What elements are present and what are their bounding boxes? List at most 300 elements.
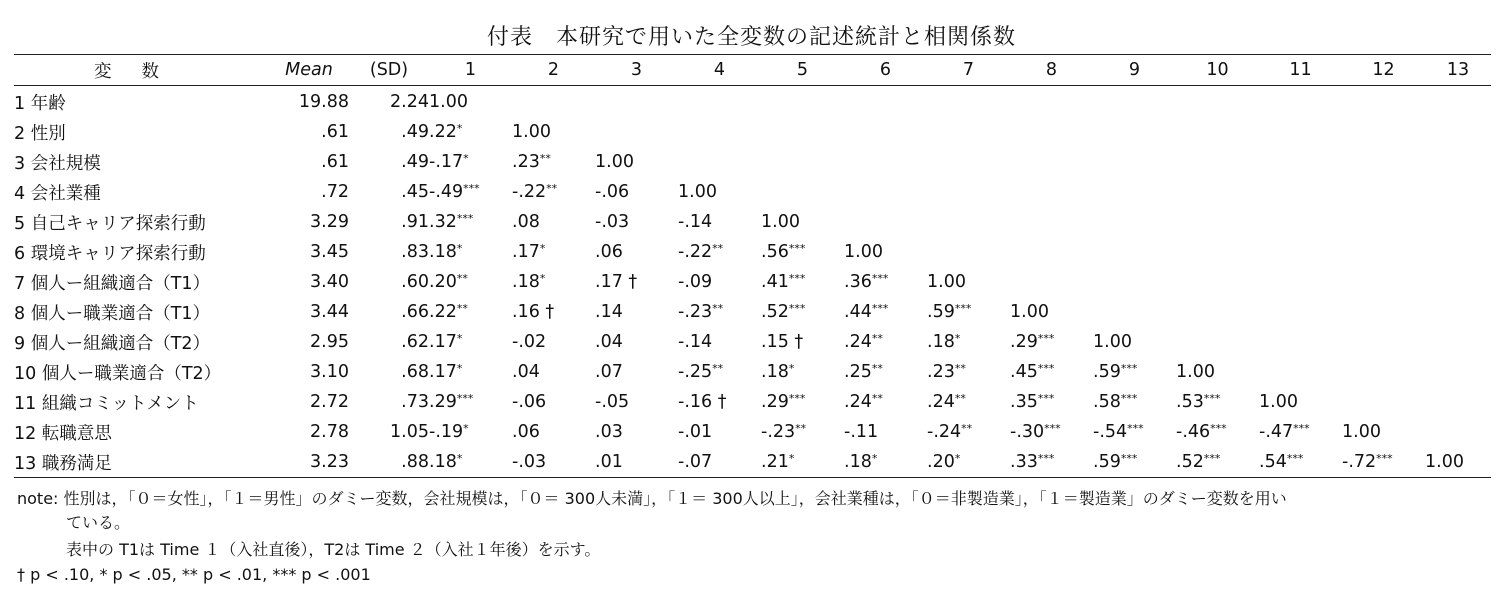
correlation-cell xyxy=(927,417,1010,447)
table-row xyxy=(14,207,1491,237)
correlation-cell xyxy=(927,297,1010,327)
mean-value: 2.72 xyxy=(310,392,349,412)
header-col: 5 xyxy=(796,60,809,80)
correlation-value: -.49 xyxy=(429,182,464,202)
correlation-cell xyxy=(1010,387,1093,417)
correlation-cell xyxy=(1010,177,1093,207)
correlation-cell xyxy=(1342,417,1425,447)
correlation-cell xyxy=(1425,177,1491,207)
correlation-cell xyxy=(1176,267,1259,297)
correlation-cell xyxy=(595,147,678,177)
correlation-value: -.16 † xyxy=(678,392,727,412)
significance-stars: * xyxy=(456,122,463,135)
correlation-value: .18 xyxy=(844,452,872,472)
correlation-cell xyxy=(678,327,761,357)
significance-stars: * xyxy=(539,272,546,285)
sd-value: .62 xyxy=(401,332,429,352)
correlation-cell xyxy=(844,417,927,447)
significance-stars: * xyxy=(456,362,463,375)
correlation-cell xyxy=(844,237,927,267)
significance-stars: *** xyxy=(871,302,889,315)
correlation-cell xyxy=(1259,117,1342,147)
variable-label: 7 個人ー組織適合（T1） xyxy=(14,273,211,294)
variable-label: 10 個人ー職業適合（T2） xyxy=(14,363,222,384)
correlation-value: .53 xyxy=(1176,392,1204,412)
correlation-cell xyxy=(1259,327,1342,357)
correlation-cell xyxy=(1010,207,1093,237)
correlation-cell xyxy=(429,147,512,177)
table-row xyxy=(14,387,1491,417)
significance-stars: *** xyxy=(788,272,806,285)
variable-label: 13 職務満足 xyxy=(14,453,112,474)
correlation-cell xyxy=(1425,297,1491,327)
header-col: 13 xyxy=(1446,60,1470,80)
correlation-cell xyxy=(1093,297,1176,327)
correlation-cell xyxy=(1425,207,1491,237)
header-col: 4 xyxy=(713,60,726,80)
correlation-value: .44 xyxy=(844,302,872,322)
correlation-cell xyxy=(1093,447,1176,478)
correlation-value: .52 xyxy=(761,302,789,322)
correlation-value: .04 xyxy=(595,332,623,352)
correlation-value: -.14 xyxy=(678,332,713,352)
correlation-value: -.23 xyxy=(761,422,796,442)
correlation-cell xyxy=(1176,147,1259,177)
significance-stars: ** xyxy=(961,422,973,435)
correlation-cell xyxy=(595,237,678,267)
correlation-value: -.17 xyxy=(429,152,464,172)
correlation-cell xyxy=(927,387,1010,417)
correlation-value: -.22 xyxy=(678,242,713,262)
correlation-value: .22 xyxy=(429,302,457,322)
correlation-cell xyxy=(1176,117,1259,147)
variable-label: 3 会社規模 xyxy=(14,153,101,174)
mean-value: .61 xyxy=(321,122,349,142)
correlation-cell xyxy=(595,207,678,237)
correlation-cell xyxy=(1259,267,1342,297)
correlation-value: 1.00 xyxy=(927,272,966,292)
correlation-cell xyxy=(1425,417,1491,447)
correlation-cell xyxy=(927,177,1010,207)
correlation-value: -.09 xyxy=(678,272,713,292)
significance-stars: * xyxy=(456,332,463,345)
correlation-table xyxy=(14,54,1491,478)
correlation-cell xyxy=(1093,147,1176,177)
correlation-cell xyxy=(595,177,678,207)
correlation-cell xyxy=(1425,267,1491,297)
significance-stars: ** xyxy=(871,362,883,375)
significance-stars: *** xyxy=(1293,422,1310,435)
correlation-value: -.72 xyxy=(1342,452,1377,472)
note-line-2: ている。 xyxy=(66,513,131,532)
significance-stars: *** xyxy=(871,272,889,285)
correlation-value: .18 xyxy=(927,332,955,352)
significance-stars: *** xyxy=(1037,452,1055,465)
correlation-cell xyxy=(512,447,595,478)
correlation-cell xyxy=(1259,147,1342,177)
header-col: 2 xyxy=(547,60,560,80)
correlation-cell xyxy=(429,417,512,447)
variable-label: 6 環境キャリア探索行動 xyxy=(14,243,206,264)
correlation-value: -.03 xyxy=(595,212,630,232)
correlation-cell xyxy=(512,387,595,417)
significance-stars: *** xyxy=(1203,452,1221,465)
sd-value: .45 xyxy=(401,182,429,202)
mean-value: 3.44 xyxy=(310,302,349,322)
correlation-cell xyxy=(595,447,678,478)
correlation-cell xyxy=(1093,117,1176,147)
correlation-cell xyxy=(512,357,595,387)
correlation-cell xyxy=(1010,147,1093,177)
correlation-cell xyxy=(1010,117,1093,147)
correlation-value: -.02 xyxy=(512,332,547,352)
sd-value: .66 xyxy=(401,302,429,322)
correlation-cell xyxy=(678,147,761,177)
correlation-value: 1.00 xyxy=(1010,302,1049,322)
correlation-value: .52 xyxy=(1176,452,1204,472)
header-col: 9 xyxy=(1128,60,1141,80)
correlation-cell xyxy=(844,387,927,417)
note-line-1: note: 性別は，「０＝女性」，「１＝男性」のダミー変数，会社規模は，「０＝ 300人未満」，「１＝ 300人以上」，会社業種は，「０＝非製造業」，「１＝製造業」のダミー変数を用い xyxy=(17,489,1287,508)
correlation-value: .18 xyxy=(761,362,789,382)
correlation-cell xyxy=(844,297,927,327)
table-row xyxy=(14,357,1491,387)
correlation-cell xyxy=(1425,447,1491,478)
correlation-cell xyxy=(1425,86,1491,118)
table-row xyxy=(14,417,1491,447)
correlation-value: -.11 xyxy=(844,422,879,442)
correlation-cell xyxy=(1010,327,1093,357)
correlation-cell xyxy=(512,117,595,147)
correlation-cell xyxy=(1010,447,1093,478)
correlation-cell xyxy=(678,357,761,387)
sd-value: .60 xyxy=(401,272,429,292)
correlation-cell xyxy=(1259,387,1342,417)
table-body xyxy=(14,86,1491,478)
significance-stars: *** xyxy=(1203,392,1221,405)
correlation-value: 1.00 xyxy=(429,92,468,112)
correlation-cell xyxy=(429,117,512,147)
significance-stars: * xyxy=(456,452,463,465)
correlation-cell xyxy=(595,117,678,147)
significance-stars: *** xyxy=(788,392,806,405)
correlation-cell xyxy=(1010,417,1093,447)
correlation-cell xyxy=(1342,177,1425,207)
correlation-cell xyxy=(1425,387,1491,417)
correlation-cell xyxy=(429,447,512,478)
mean-value: 3.10 xyxy=(310,362,349,382)
correlation-cell xyxy=(429,297,512,327)
correlation-cell xyxy=(1093,387,1176,417)
correlation-cell xyxy=(678,207,761,237)
correlation-cell xyxy=(844,147,927,177)
correlation-cell xyxy=(761,417,844,447)
correlation-cell xyxy=(1093,327,1176,357)
correlation-cell xyxy=(844,327,927,357)
table-row xyxy=(14,267,1491,297)
correlation-cell xyxy=(1093,357,1176,387)
mean-value: 3.45 xyxy=(310,242,349,262)
correlation-value: .18 xyxy=(429,452,457,472)
variable-label: 5 自己キャリア探索行動 xyxy=(14,213,206,234)
header-row xyxy=(14,55,1491,86)
correlation-cell xyxy=(429,327,512,357)
correlation-value: .23 xyxy=(512,152,540,172)
correlation-cell xyxy=(1342,357,1425,387)
correlation-value: .21 xyxy=(761,452,789,472)
correlation-cell xyxy=(512,267,595,297)
significance-stars: ** xyxy=(539,152,551,165)
correlation-cell xyxy=(512,297,595,327)
variable-label: 1 年齢 xyxy=(14,93,66,114)
correlation-value: .32 xyxy=(429,212,457,232)
significance-stars: * xyxy=(954,332,961,345)
mean-value: 3.23 xyxy=(310,452,349,472)
correlation-value: 1.00 xyxy=(1425,452,1464,472)
correlation-cell xyxy=(429,177,512,207)
table-row xyxy=(14,447,1491,478)
variable-label: 12 転職意思 xyxy=(14,423,112,444)
significance-stars: *** xyxy=(1376,452,1393,465)
significance-stars: * xyxy=(788,362,795,375)
correlation-value: .16 † xyxy=(512,302,555,322)
correlation-cell xyxy=(429,207,512,237)
correlation-cell xyxy=(512,327,595,357)
correlation-cell xyxy=(512,86,595,118)
correlation-value: .04 xyxy=(512,362,540,382)
correlation-cell xyxy=(512,207,595,237)
correlation-cell xyxy=(1425,117,1491,147)
sd-value: .68 xyxy=(401,362,429,382)
correlation-value: -.25 xyxy=(678,362,713,382)
correlation-cell xyxy=(678,447,761,478)
table-row xyxy=(14,327,1491,357)
correlation-value: 1.00 xyxy=(512,122,551,142)
correlation-cell xyxy=(1342,147,1425,177)
correlation-cell xyxy=(1259,297,1342,327)
correlation-cell xyxy=(844,267,927,297)
significance-stars: *** xyxy=(954,302,972,315)
correlation-value: .41 xyxy=(761,272,789,292)
significance-stars: ** xyxy=(456,272,468,285)
correlation-cell xyxy=(1342,86,1425,118)
correlation-value: -.19 xyxy=(429,422,464,442)
correlation-cell xyxy=(761,207,844,237)
correlation-cell xyxy=(1093,417,1176,447)
variable-label: 8 個人ー職業適合（T1） xyxy=(14,303,211,324)
correlation-cell xyxy=(1093,177,1176,207)
correlation-cell xyxy=(1176,447,1259,478)
note-significance-legend: † p < .10, * p < .05, ** p < .01, *** p < .001 xyxy=(17,565,371,584)
correlation-cell xyxy=(595,327,678,357)
significance-stars: *** xyxy=(1210,422,1227,435)
correlation-cell xyxy=(1259,357,1342,387)
correlation-value: .06 xyxy=(595,242,623,262)
correlation-value: .20 xyxy=(927,452,955,472)
sd-value: 2.24 xyxy=(390,92,429,112)
correlation-cell xyxy=(1425,327,1491,357)
correlation-value: .29 xyxy=(761,392,789,412)
correlation-cell xyxy=(844,447,927,478)
correlation-value: -.14 xyxy=(678,212,713,232)
correlation-value: -.24 xyxy=(927,422,962,442)
correlation-cell xyxy=(1425,237,1491,267)
correlation-value: -.07 xyxy=(678,452,713,472)
correlation-value: .36 xyxy=(844,272,872,292)
correlation-value: -.05 xyxy=(595,392,630,412)
correlation-value: 1.00 xyxy=(1342,422,1381,442)
significance-stars: * xyxy=(456,242,463,255)
header-mean: Mean xyxy=(285,60,333,80)
correlation-cell xyxy=(1425,357,1491,387)
mean-value: 2.95 xyxy=(310,332,349,352)
header-col: 6 xyxy=(879,60,892,80)
correlation-value: 1.00 xyxy=(761,212,800,232)
correlation-value: .17 † xyxy=(595,272,638,292)
correlation-cell xyxy=(927,447,1010,478)
correlation-value: .08 xyxy=(512,212,540,232)
note-line-3: 表中の T1は Time １（入社直後），T2は Time ２（入社１年後）を示す。 xyxy=(66,540,601,559)
correlation-cell xyxy=(429,357,512,387)
header-col: 10 xyxy=(1206,60,1229,80)
correlation-cell xyxy=(1176,327,1259,357)
significance-stars: *** xyxy=(1037,332,1055,345)
correlation-cell xyxy=(761,237,844,267)
correlation-cell xyxy=(678,297,761,327)
significance-stars: *** xyxy=(788,242,806,255)
correlation-value: .35 xyxy=(1010,392,1038,412)
correlation-cell xyxy=(595,297,678,327)
correlation-value: .22 xyxy=(429,122,457,142)
correlation-cell xyxy=(927,86,1010,118)
significance-stars: ** xyxy=(954,392,966,405)
correlation-cell xyxy=(761,447,844,478)
correlation-cell xyxy=(512,147,595,177)
significance-stars: ** xyxy=(712,242,724,255)
correlation-cell xyxy=(595,267,678,297)
header-col: 12 xyxy=(1372,60,1395,80)
correlation-cell xyxy=(1176,207,1259,237)
mean-value: 3.40 xyxy=(310,272,349,292)
correlation-cell xyxy=(1176,86,1259,118)
header-variable: 変数 xyxy=(94,61,189,82)
significance-stars: *** xyxy=(1127,422,1144,435)
correlation-value: .33 xyxy=(1010,452,1038,472)
correlation-value: -.22 xyxy=(512,182,547,202)
correlation-cell xyxy=(761,297,844,327)
correlation-cell xyxy=(844,207,927,237)
table-row xyxy=(14,147,1491,177)
correlation-cell xyxy=(761,357,844,387)
correlation-value: .29 xyxy=(429,392,457,412)
header-sd: (SD) xyxy=(369,60,409,80)
correlation-cell xyxy=(927,117,1010,147)
correlation-value: .23 xyxy=(927,362,955,382)
header-col: 8 xyxy=(1045,60,1058,80)
significance-stars: * xyxy=(463,152,469,165)
correlation-cell xyxy=(429,86,512,118)
correlation-cell xyxy=(1342,387,1425,417)
significance-stars: ** xyxy=(954,362,966,375)
correlation-cell xyxy=(512,237,595,267)
sd-value: .49 xyxy=(401,152,429,172)
variable-label: 2 性別 xyxy=(14,123,66,144)
sd-value: .88 xyxy=(401,452,429,472)
correlation-cell xyxy=(844,86,927,118)
correlation-cell xyxy=(927,327,1010,357)
correlation-cell xyxy=(678,117,761,147)
correlation-cell xyxy=(1342,207,1425,237)
correlation-value: 1.00 xyxy=(844,242,883,262)
correlation-cell xyxy=(595,86,678,118)
correlation-cell xyxy=(1010,297,1093,327)
correlation-value: .20 xyxy=(429,272,457,292)
correlation-cell xyxy=(1010,267,1093,297)
significance-stars: *** xyxy=(463,182,480,195)
correlation-value: .59 xyxy=(927,302,955,322)
correlation-cell xyxy=(512,417,595,447)
variable-label: 11 組織コミットメント xyxy=(14,393,199,414)
correlation-value: .45 xyxy=(1010,362,1038,382)
mean-value: 2.78 xyxy=(310,422,349,442)
correlation-value: .07 xyxy=(595,362,623,382)
significance-stars: *** xyxy=(1120,392,1138,405)
correlation-cell xyxy=(429,267,512,297)
correlation-value: .18 xyxy=(429,242,457,262)
correlation-cell xyxy=(678,237,761,267)
correlation-cell xyxy=(1342,327,1425,357)
correlation-value: .56 xyxy=(761,242,789,262)
mean-value: 3.29 xyxy=(310,212,349,232)
correlation-cell xyxy=(1259,207,1342,237)
header-col: 7 xyxy=(962,60,975,80)
significance-stars: *** xyxy=(1120,362,1138,375)
correlation-value: .03 xyxy=(595,422,623,442)
table-row xyxy=(14,86,1491,118)
correlation-cell xyxy=(1093,237,1176,267)
correlation-cell xyxy=(678,267,761,297)
significance-stars: * xyxy=(954,452,961,465)
correlation-cell xyxy=(927,237,1010,267)
correlation-cell xyxy=(1259,417,1342,447)
variable-label: 4 会社業種 xyxy=(14,183,101,204)
sd-value: .83 xyxy=(401,242,429,262)
sd-value: 1.05 xyxy=(390,422,429,442)
correlation-cell xyxy=(678,177,761,207)
correlation-value: .59 xyxy=(1093,362,1121,382)
correlation-value: .15 † xyxy=(761,332,804,352)
significance-stars: *** xyxy=(1037,392,1055,405)
correlation-value: .24 xyxy=(844,392,872,412)
correlation-value: 1.00 xyxy=(1176,362,1215,382)
header-col: 3 xyxy=(630,60,643,80)
significance-stars: *** xyxy=(1044,422,1061,435)
variable-label: 9 個人ー組織適合（T2） xyxy=(14,333,211,354)
table-row xyxy=(14,237,1491,267)
sd-value: .49 xyxy=(401,122,429,142)
significance-stars: *** xyxy=(456,212,474,225)
significance-stars: * xyxy=(788,452,795,465)
correlation-cell xyxy=(927,357,1010,387)
correlation-value: 1.00 xyxy=(1259,392,1298,412)
significance-stars: * xyxy=(871,452,878,465)
correlation-value: -.01 xyxy=(678,422,713,442)
correlation-value: .17 xyxy=(429,332,457,352)
correlation-value: -.46 xyxy=(1176,422,1211,442)
significance-stars: *** xyxy=(456,392,474,405)
significance-stars: *** xyxy=(1286,452,1304,465)
correlation-cell xyxy=(1342,297,1425,327)
